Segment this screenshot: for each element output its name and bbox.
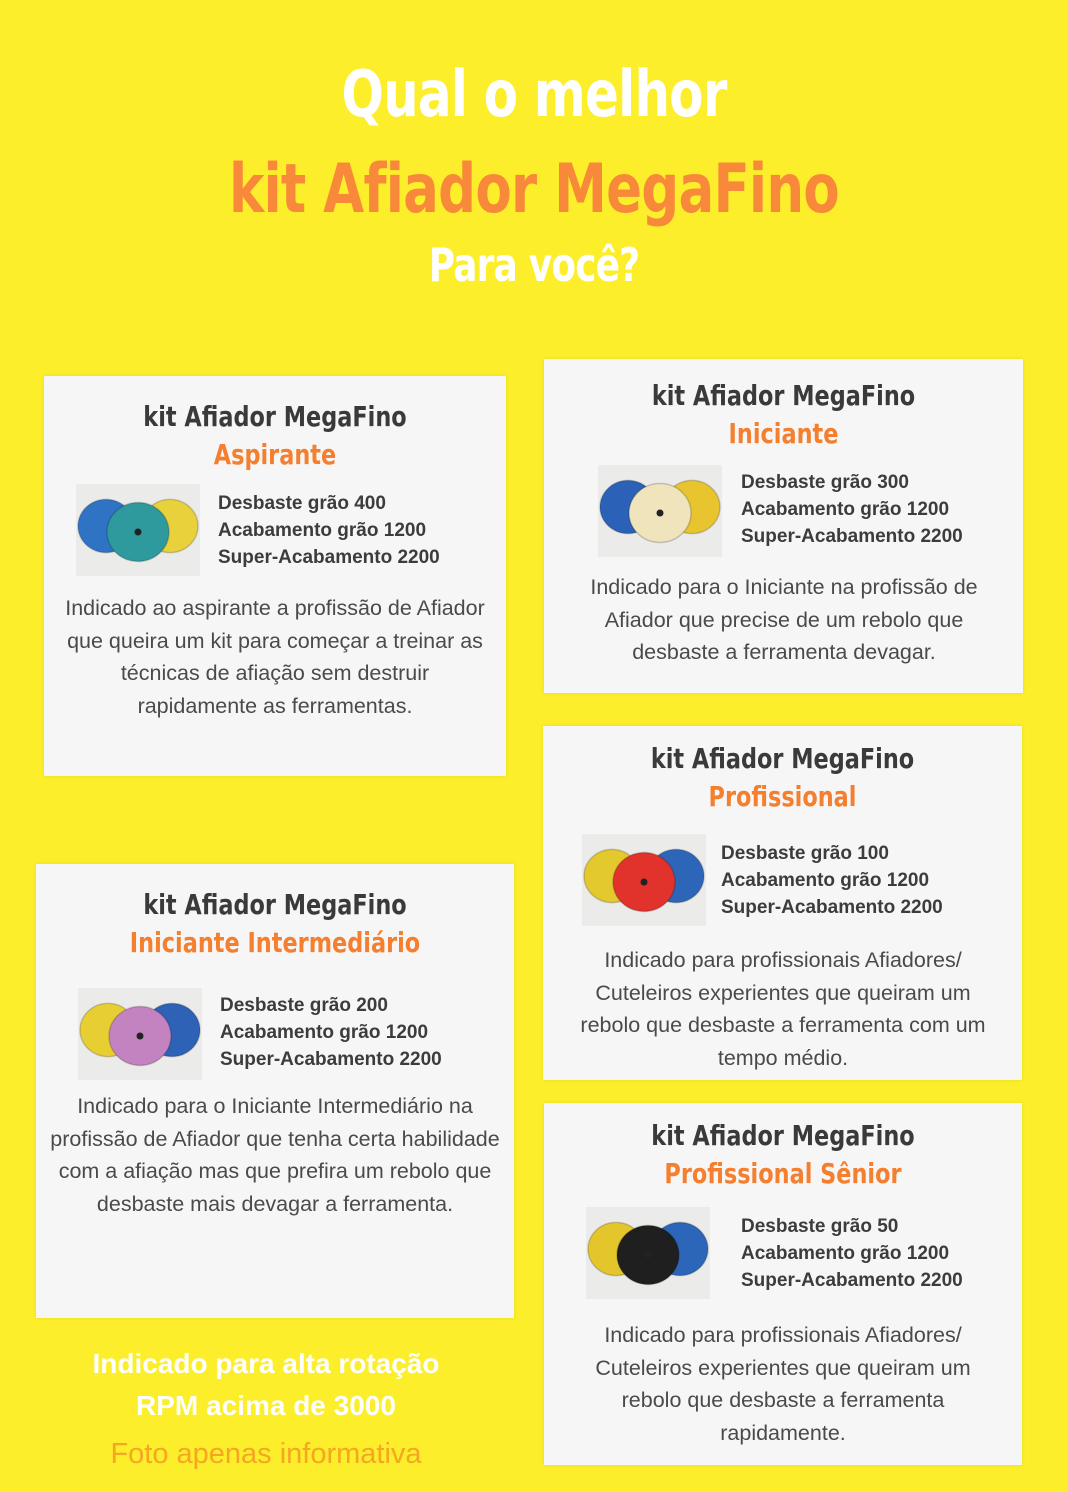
card-description: Indicado para o Iniciante na profissão de Afiador que precise de um rebolo que desbaste a ferramenta devagar. — [590, 575, 978, 664]
card-description: Indicado para profissionais Afiadores/ Cuteleiros experientes que queiram um rebolo que desbaste a ferramenta rapidamente. — [595, 1323, 971, 1445]
card-title: kit Afiador MegaFino — [651, 379, 916, 412]
card-description: Indicado para o Iniciante Intermediário na profissão de Afiador que tenha certa habilidade com a afiação mas que prefira um rebolo que desbaste mais devagar a ferramenta. — [50, 1094, 500, 1216]
card-title: kit Afiador MegaFino — [650, 742, 915, 775]
spec-desbaste: Desbaste grão 100 — [721, 843, 889, 864]
spec-super-acabamento: Super-Acabamento 2200 — [721, 897, 943, 918]
grinding-wheels-icon — [598, 465, 722, 557]
card-title: kit Afiador MegaFino — [143, 888, 407, 921]
card-iniciante — [544, 359, 1023, 693]
spec-super-acabamento: Super-Acabamento 2200 — [218, 547, 440, 568]
footer-photo-disclaimer: Foto apenas informativa — [110, 1438, 422, 1470]
headline-product-name: kit Afiador MegaFino — [229, 150, 839, 229]
grinding-wheels-image — [586, 1207, 710, 1299]
card-specs — [741, 1213, 963, 1294]
spec-acabamento: Acabamento grão 1200 — [220, 1022, 429, 1043]
spec-desbaste: Desbaste grão 200 — [220, 995, 388, 1016]
spec-super-acabamento: Super-Acabamento 2200 — [220, 1049, 442, 1070]
spec-acabamento: Acabamento grão 1200 — [721, 870, 930, 891]
spec-super-acabamento: Super-Acabamento 2200 — [741, 1270, 963, 1291]
grinding-wheels-image — [582, 834, 706, 926]
grinding-wheels-image — [78, 988, 202, 1080]
card-specs — [741, 469, 963, 550]
card-iniciante-intermediario — [36, 864, 514, 1318]
card-subtitle: Aspirante — [213, 438, 337, 471]
spec-acabamento: Acabamento grão 1200 — [741, 499, 950, 520]
grinding-wheels-icon — [582, 834, 706, 926]
card-subtitle: Iniciante Intermediário — [129, 926, 421, 959]
card-profissional-senior — [544, 1103, 1022, 1465]
grinding-wheels-image — [598, 465, 722, 557]
spec-desbaste: Desbaste grão 300 — [741, 472, 909, 493]
wheel-center-hole — [641, 879, 648, 886]
spec-desbaste: Desbaste grão 50 — [741, 1216, 899, 1237]
footer-rpm-note: RPM acima de 3000 — [136, 1390, 396, 1421]
card-title: kit Afiador MegaFino — [143, 400, 407, 433]
grinding-wheels-image — [76, 484, 200, 576]
card-description: Indicado ao aspirante a profissão de Afiador que queira um kit para começar a treinar as técnicas de afiação sem destruir rapidamente as ferramentas. — [65, 596, 485, 718]
card-profissional — [543, 726, 1022, 1080]
card-aspirante — [44, 376, 506, 776]
wheel-center-hole — [645, 1252, 652, 1259]
card-specs — [218, 490, 440, 571]
headline-line-1: Qual o melhor — [341, 58, 727, 132]
spec-super-acabamento: Super-Acabamento 2200 — [741, 526, 963, 547]
card-description: Indicado para profissionais Afiadores/ Cuteleiros experientes que queiram um rebolo que desbaste a ferramenta com um tempo médio. — [580, 948, 986, 1070]
wheel-center-hole — [137, 1033, 144, 1040]
footer-rotation-note: Indicado para alta rotação — [92, 1348, 440, 1379]
card-subtitle: Profissional Sênior — [664, 1157, 902, 1190]
grinding-wheels-icon — [586, 1207, 710, 1299]
spec-acabamento: Acabamento grão 1200 — [741, 1243, 950, 1264]
card-specs — [721, 840, 943, 921]
wheel-center-hole — [657, 510, 664, 517]
spec-acabamento: Acabamento grão 1200 — [218, 520, 427, 541]
grinding-wheels-icon — [76, 484, 200, 576]
headline-line-3: Para você? — [428, 238, 640, 292]
wheel-center-hole — [135, 529, 142, 536]
card-subtitle: Iniciante — [728, 417, 839, 450]
spec-desbaste: Desbaste grão 400 — [218, 493, 386, 514]
card-subtitle: Profissional — [708, 780, 857, 813]
card-specs — [220, 992, 442, 1073]
card-title: kit Afiador MegaFino — [651, 1119, 915, 1152]
grinding-wheels-icon — [78, 988, 202, 1080]
